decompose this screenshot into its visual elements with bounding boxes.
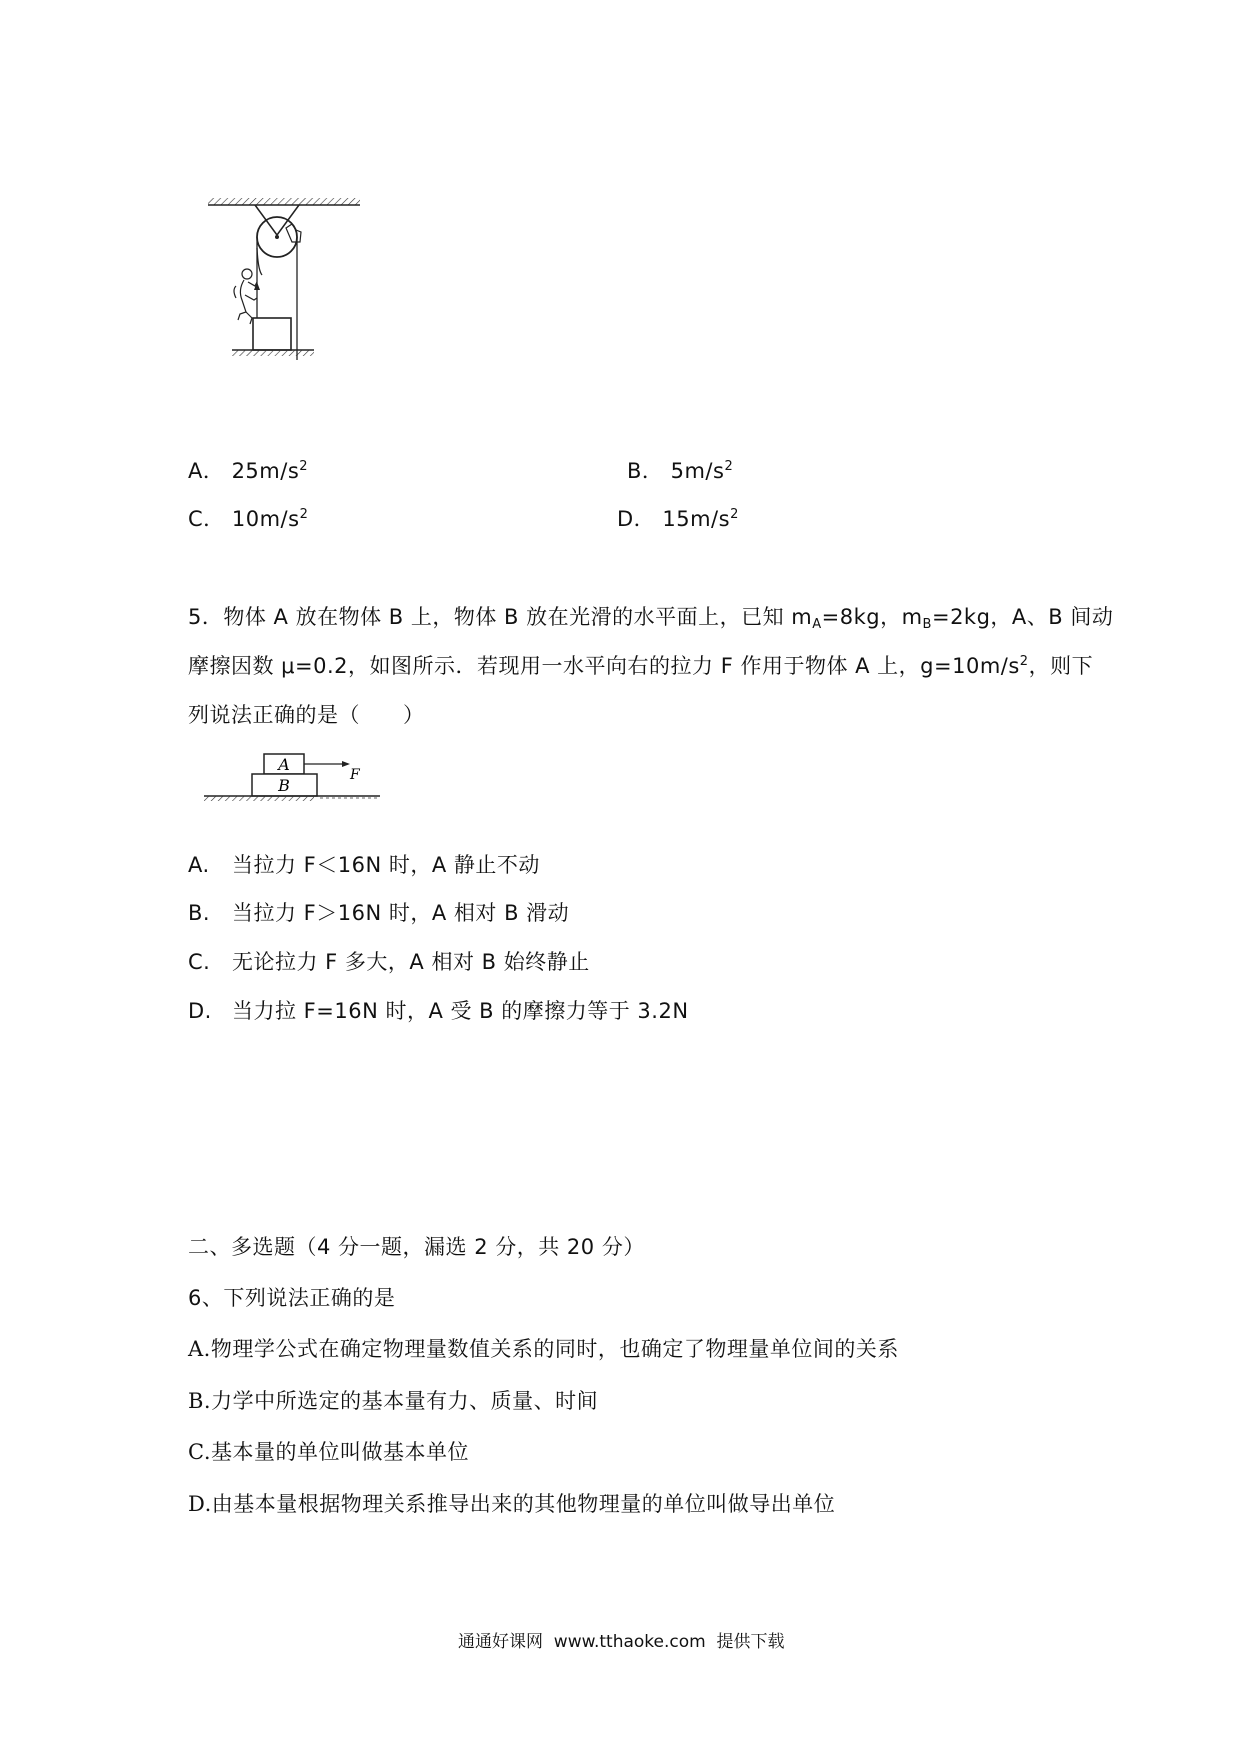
q5-stem-line-1: 5．物体 A 放在物体 B 上，物体 B 放在光滑的水平面上，已知 $m_A=8kg$，$m_B=2kg$，A、B 间动 [188, 605, 1114, 632]
pulley-diagram [200, 190, 370, 410]
q6-option-b: B.力学中所选定的基本量有力、质量、时间 [188, 1389, 599, 1413]
floor [204, 796, 314, 801]
q4-option-b: B． $5m/s^2$ [627, 459, 734, 483]
q6-stem: 6、下列说法正确的是 [188, 1286, 396, 1310]
q5-option-d: D. 当力拉 F=16N 时，A 受 B 的摩擦力等于 3.2N [188, 999, 689, 1023]
q5-option-c: C. 无论拉力 F 多大，A 相对 B 始终静止 [188, 950, 590, 974]
q5-option-b: B. 当拉力 F＞16N 时，A 相对 B 滑动 [188, 901, 570, 925]
person-figure [234, 269, 257, 324]
page-footer: 通通好课网 www.tthaoke.com 提供下载 [458, 1632, 785, 1652]
force-label: F [350, 767, 360, 783]
blocks-diagram [200, 748, 390, 808]
q6-option-a: A.物理学公式在确定物理量数值关系的同时，也确定了物理量单位间的关系 [188, 1337, 899, 1361]
q4-option-c: C． $10m/s^2$ [188, 507, 309, 531]
q5-stem-line-2: 摩擦因数 μ=0.2，如图所示．若现用一水平向右的拉力 F 作用于物体 A 上，$g=10m/s^2$，则下 [188, 654, 1094, 678]
ground [232, 350, 314, 356]
q4-option-d: D． $15m/s^2$ [617, 507, 739, 531]
block-a-label: A [278, 755, 290, 774]
q5-stem-line-3: 列说法正确的是（ ） [188, 703, 425, 727]
q4-option-a: A． $25m/s^2$ [188, 459, 309, 483]
hanging-block [253, 318, 291, 350]
section-heading: 二、多选题（4 分一题，漏选 2 分，共 20 分） [188, 1235, 645, 1259]
q6-option-c: C.基本量的单位叫做基本单位 [188, 1440, 469, 1464]
q5-option-a: A. 当拉力 F＜16N 时，A 静止不动 [188, 853, 540, 877]
q6-option-d: D.由基本量根据物理关系推导出来的其他物理量的单位叫做导出单位 [188, 1492, 836, 1516]
ceiling [208, 198, 360, 205]
block-b-label: B [278, 776, 290, 795]
